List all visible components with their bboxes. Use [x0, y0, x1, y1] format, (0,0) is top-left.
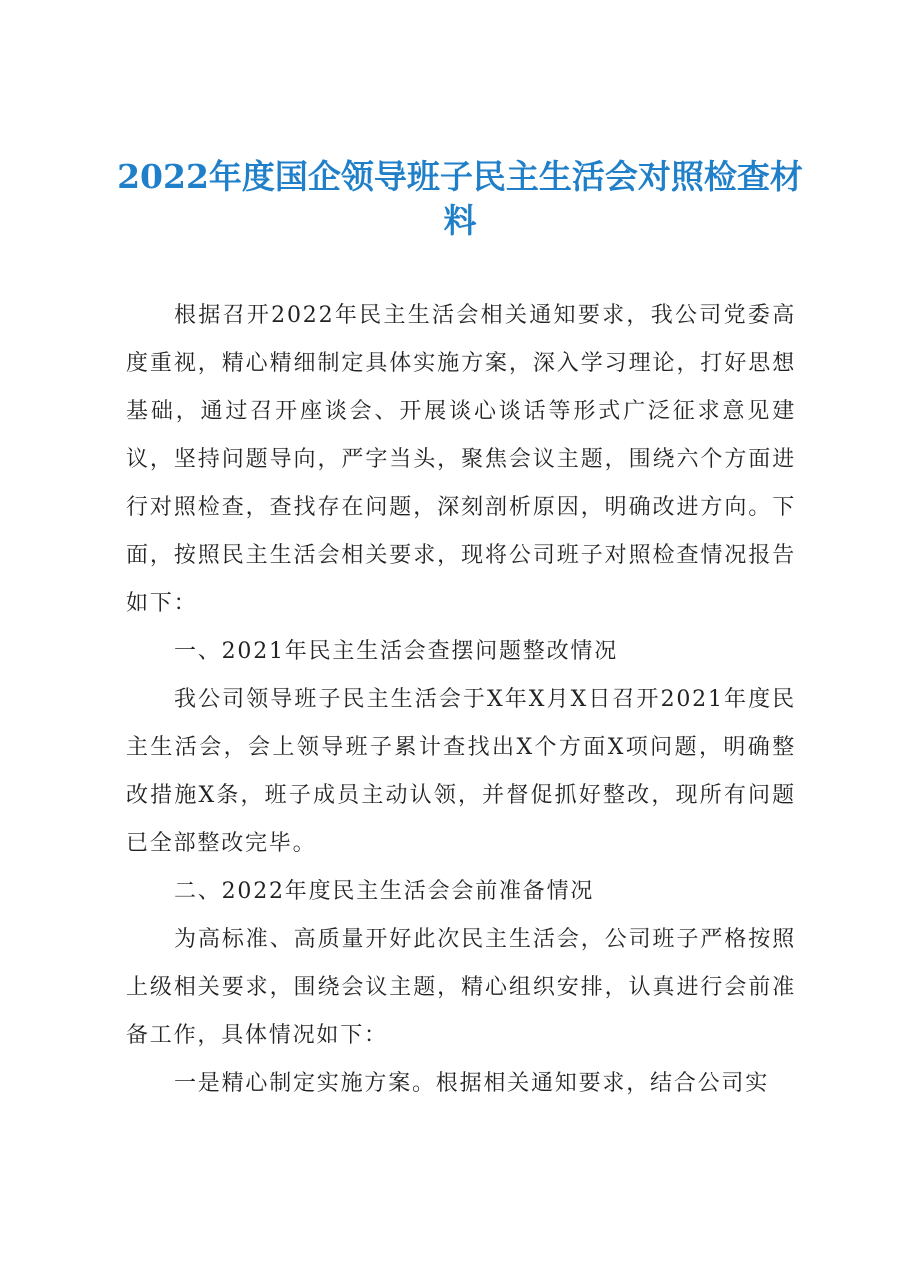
section-1-paragraph: 我公司领导班子民主生活会于X年X月X日召开2021年度民主生活会，会上领导班子累计查找出X个方面X项问题，明确整改措施X条，班子成员主动认领，并督促抓好整改，现所有问题已全部整改完毕。	[126, 687, 796, 856]
section-2-item-1-paragraph: 一是精心制定实施方案。根据相关通知要求，结合公司实	[174, 1071, 770, 1096]
section-heading-2: 二、2022年度民主生活会会前准备情况	[174, 879, 595, 904]
document-body	[126, 292, 796, 1108]
section-heading-1: 一、2021年民主生活会查摆问题整改情况	[174, 639, 618, 664]
intro-paragraph: 根据召开2022年民主生活会相关通知要求，我公司党委高度重视，精心精细制定具体实施方案，深入学习理论，打好思想基础，通过召开座谈会、开展谈心谈话等形式广泛征求意见建议，坚持问题导向，严字当头，聚焦会议主题，围绕六个方面进行对照检查，查找存在问题，深刻剖析原因，明确改进方向。下面，按照民主生活会相关要求，现将公司班子对照检查情况报告如下：	[126, 303, 796, 616]
section-2-paragraph: 为高标准、高质量开好此次民主生活会，公司班子严格按照上级相关要求，围绕会议主题，精心组织安排，认真进行会前准备工作，具体情况如下：	[126, 927, 796, 1048]
document-title: 2022年度国企领导班子民主生活会对照检查材料	[117, 157, 803, 240]
